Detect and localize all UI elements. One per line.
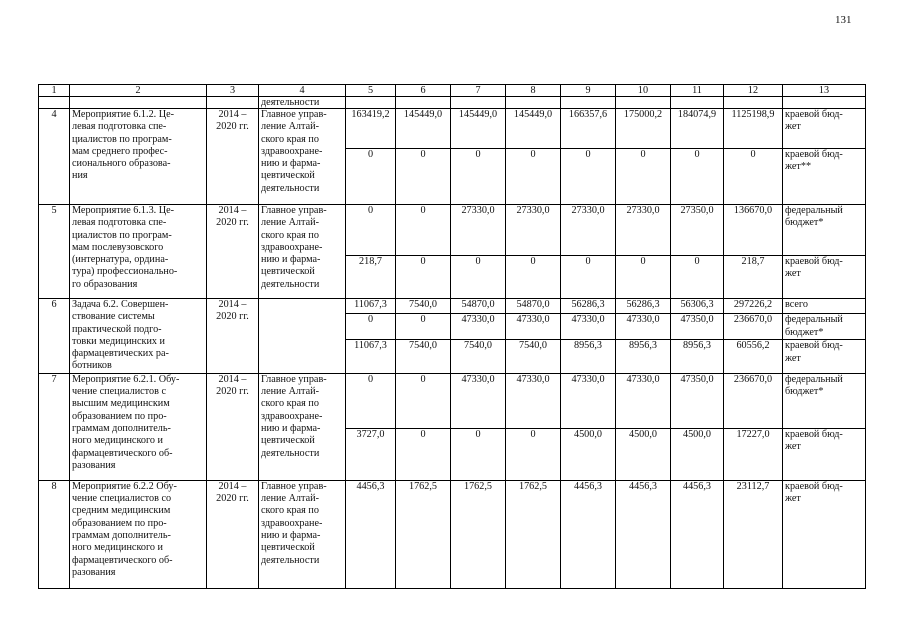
value-cell: 4456,3 [346,480,396,588]
col-header: 12 [724,85,783,97]
funding-source [783,149,866,205]
period [207,299,259,374]
value-cell: 47350,0 [671,314,724,340]
value-cell: 47330,0 [506,373,561,428]
value-cell: 1762,5 [396,480,451,588]
executor [259,299,346,374]
executor-line: цевтической [261,542,315,554]
value-cell: 47330,0 [616,373,671,428]
period [207,205,259,299]
measure-name-line: ния [72,170,88,182]
value-cell: 1762,5 [451,480,506,588]
executor-line: ление Алтай- [261,217,319,229]
value-cell: 0 [724,149,783,205]
period-line: 2014 – [218,480,247,492]
value-cell: 0 [396,205,451,256]
funding-source-line: федеральный [785,205,843,216]
value-cell: 4500,0 [671,428,724,480]
measure-name-line: ботников [72,360,112,372]
measure-name-line: образованием по про- [72,410,167,422]
value-cell: 218,7 [724,256,783,299]
value-cell: 0 [506,256,561,299]
value-cell: 0 [346,149,396,205]
measure-name-line: мам послевузовского [72,241,164,253]
executor-line: нию и фарма- [261,529,321,541]
period-line: 2014 – [218,205,247,216]
measure-name-line: практической подго- [72,323,162,335]
value-cell: 136670,0 [724,205,783,256]
value-cell: 8956,3 [561,340,616,374]
col-header: 3 [207,85,259,97]
funding-source [783,428,866,480]
continuation-row [39,97,866,109]
value-cell: 54870,0 [506,299,561,314]
header-row [39,85,866,97]
funding-source [783,340,866,374]
value-cell: 4456,3 [671,480,724,588]
executor-line: ского края по [261,505,319,517]
value-cell: 1762,5 [506,480,561,588]
continuation-text: деятельности [259,97,346,109]
value-cell: 47350,0 [671,373,724,428]
funding-source-line: всего [785,299,808,310]
measure-name-line: высшим медицинским [72,398,170,410]
value-cell: 7540,0 [396,299,451,314]
value-cell: 47330,0 [561,373,616,428]
measure-name-line: фармацевтического об- [72,447,173,459]
executor-line: здравоохране- [261,145,323,157]
value-cell: 11067,3 [346,299,396,314]
executor-line: ского края по [261,229,319,241]
measure-name-line: мам среднего профес- [72,145,168,157]
measure-name [70,480,207,588]
row-number: 5 [39,205,70,299]
executor-line: цевтической [261,435,315,447]
measure-name-line: средним медицинским [72,505,171,517]
value-cell: 0 [561,149,616,205]
executor-line: здравоохране- [261,410,323,422]
measure-name-line: фармацевтического об- [72,554,173,566]
funding-source [783,314,866,340]
row-number: 6 [39,299,70,374]
measure-name [70,205,207,299]
funding-source-line: федеральный [785,314,843,326]
executor-line: ление Алтай- [261,121,319,133]
executor-line: цевтической [261,170,315,182]
executor [259,205,346,299]
executor-line: Главное управ- [261,109,327,120]
table-row [39,109,866,149]
measure-name-line: Мероприятие 6.2.1. Обу- [72,373,180,385]
measure-name [70,109,207,205]
executor-line: здравоохране- [261,241,323,253]
value-cell: 27350,0 [671,205,724,256]
funding-source [783,299,866,314]
period-line: 2014 – [218,373,247,385]
measure-name-line: левая подготовка спе- [72,217,167,229]
measure-name [70,299,207,374]
value-cell: 60556,2 [724,340,783,374]
period-line: 2020 гг. [216,121,249,133]
measure-name-line: циалистов по програм- [72,133,172,145]
table-row [39,205,866,256]
period [207,109,259,205]
funding-source-line: жет** [785,161,812,173]
executor [259,109,346,205]
funding-source-line: бюджет* [785,217,824,229]
col-header: 7 [451,85,506,97]
table-row [39,373,866,428]
funding-source-line: краевой бюд- [785,109,843,120]
value-cell: 218,7 [346,256,396,299]
value-cell: 47330,0 [506,314,561,340]
executor-line: Главное управ- [261,373,327,385]
executor-line: здравоохране- [261,517,323,529]
col-header: 10 [616,85,671,97]
measure-name-line: разования [72,566,116,578]
value-cell: 56286,3 [561,299,616,314]
measure-name-line: Мероприятие 6.2.2 Обу- [72,480,177,492]
funding-source-line: краевой бюд- [785,149,843,160]
measure-name-line: го образования [72,278,138,290]
value-cell: 0 [671,256,724,299]
value-cell: 0 [671,149,724,205]
value-cell: 175000,2 [616,109,671,149]
measure-name-line: чение специалистов со [72,493,172,505]
measure-name-line: товки медицинских и [72,335,166,347]
measure-name-line: ного медицинского и [72,542,163,554]
executor [259,480,346,588]
value-cell: 145449,0 [506,109,561,149]
executor-line: деятельности [261,182,320,194]
value-cell: 0 [451,428,506,480]
funding-source-line: жет [785,352,801,364]
executor-line: ского края по [261,133,319,145]
measure-name-line: циалистов по програм- [72,229,172,241]
funding-source-line: бюджет* [785,386,824,398]
funding-source [783,256,866,299]
period [207,373,259,480]
value-cell: 8956,3 [671,340,724,374]
value-cell: 184074,9 [671,109,724,149]
funding-source [783,205,866,256]
funding-source-line: федеральный [785,373,843,385]
table-row [39,480,866,588]
value-cell: 236670,0 [724,373,783,428]
executor-line: Главное управ- [261,205,327,216]
executor-line: деятельности [261,278,320,290]
value-cell: 0 [616,256,671,299]
funding-source-line: краевой бюд- [785,428,843,440]
executor-line: нию и фарма- [261,158,321,170]
value-cell: 17227,0 [724,428,783,480]
measure-name-line: ствование системы [72,311,155,323]
col-header: 5 [346,85,396,97]
executor-line: деятельности [261,554,320,566]
value-cell: 27330,0 [506,205,561,256]
value-cell: 4500,0 [561,428,616,480]
row-number: 4 [39,109,70,205]
value-cell: 0 [396,373,451,428]
executor-line: деятельности [261,447,320,459]
executor-line: нию и фарма- [261,254,321,266]
value-cell: 7540,0 [506,340,561,374]
measure-name-line: граммам дополнитель- [72,422,171,434]
col-header: 4 [259,85,346,97]
value-cell: 7540,0 [451,340,506,374]
value-cell: 3727,0 [346,428,396,480]
funding-source-line: краевой бюд- [785,340,843,352]
value-cell: 27330,0 [561,205,616,256]
funding-source-line: жет [785,493,801,505]
table-row [39,299,866,314]
value-cell: 0 [396,428,451,480]
value-cell: 0 [396,314,451,340]
measure-name-line: Мероприятие 6.1.3. Це- [72,205,175,216]
executor [259,373,346,480]
funding-source [783,480,866,588]
col-header: 13 [783,85,866,97]
value-cell: 56286,3 [616,299,671,314]
period-line: 2020 гг. [216,493,249,505]
col-header: 11 [671,85,724,97]
measure-name-line: (интернатура, ордина- [72,254,169,266]
value-cell: 27330,0 [451,205,506,256]
measure-name-line: разования [72,459,116,471]
col-header: 6 [396,85,451,97]
value-cell: 163419,2 [346,109,396,149]
funding-source-line: жет [785,268,801,280]
col-header: 1 [39,85,70,97]
period-line: 2014 – [218,299,247,310]
value-cell: 54870,0 [451,299,506,314]
measure-name [70,373,207,480]
value-cell: 0 [346,314,396,340]
value-cell: 0 [396,256,451,299]
period [207,480,259,588]
executor-line: ление Алтай- [261,386,319,398]
period-line: 2014 – [218,109,247,120]
page-number: 131 [835,14,852,26]
value-cell: 0 [561,256,616,299]
value-cell: 0 [396,149,451,205]
value-cell: 0 [506,428,561,480]
funding-source-line: жет [785,441,801,453]
value-cell: 1125198,9 [724,109,783,149]
value-cell: 0 [616,149,671,205]
executor-line: нию и фарма- [261,422,321,434]
measure-name-line: Мероприятие 6.1.2. Це- [72,109,175,120]
value-cell: 145449,0 [396,109,451,149]
value-cell: 47330,0 [561,314,616,340]
period-line: 2020 гг. [216,217,249,229]
value-cell: 166357,6 [561,109,616,149]
value-cell: 4456,3 [616,480,671,588]
value-cell: 7540,0 [396,340,451,374]
executor-line: ление Алтай- [261,493,319,505]
value-cell: 11067,3 [346,340,396,374]
row-number: 8 [39,480,70,588]
measure-name-line: ного медицинского и [72,435,163,447]
measure-name-line: Задача 6.2. Совершен- [72,299,169,310]
executor-line: ского края по [261,398,319,410]
funding-source-line: жет [785,121,801,133]
value-cell: 4456,3 [561,480,616,588]
value-cell: 236670,0 [724,314,783,340]
value-cell: 47330,0 [451,373,506,428]
measure-name-line: сионального образова- [72,158,171,170]
value-cell: 23112,7 [724,480,783,588]
executor-line: Главное управ- [261,480,327,492]
measure-name-line: левая подготовка спе- [72,121,167,133]
col-header: 2 [70,85,207,97]
funding-source-line: бюджет* [785,326,824,338]
measure-name-line: граммам дополнитель- [72,529,171,541]
value-cell: 297226,2 [724,299,783,314]
value-cell: 0 [346,205,396,256]
measure-name-line: образованием по про- [72,517,167,529]
value-cell: 27330,0 [616,205,671,256]
program-table [38,84,866,589]
value-cell: 0 [346,373,396,428]
col-header: 9 [561,85,616,97]
measure-name-line: фармацевтических ра- [72,348,169,360]
period-line: 2020 гг. [216,311,249,323]
value-cell: 47330,0 [616,314,671,340]
value-cell: 0 [506,149,561,205]
measure-name-line: чение специалистов с [72,386,166,398]
value-cell: 56306,3 [671,299,724,314]
funding-source [783,373,866,428]
measure-name-line: тура) профессионально- [72,266,178,278]
funding-source-line: краевой бюд- [785,256,843,267]
funding-source-line: краевой бюд- [785,480,843,492]
funding-source [783,109,866,149]
period-line: 2020 гг. [216,386,249,398]
value-cell: 47330,0 [451,314,506,340]
value-cell: 8956,3 [616,340,671,374]
value-cell: 145449,0 [451,109,506,149]
value-cell: 0 [451,256,506,299]
row-number: 7 [39,373,70,480]
value-cell: 0 [451,149,506,205]
col-header: 8 [506,85,561,97]
value-cell: 4500,0 [616,428,671,480]
executor-line: цевтической [261,266,315,278]
